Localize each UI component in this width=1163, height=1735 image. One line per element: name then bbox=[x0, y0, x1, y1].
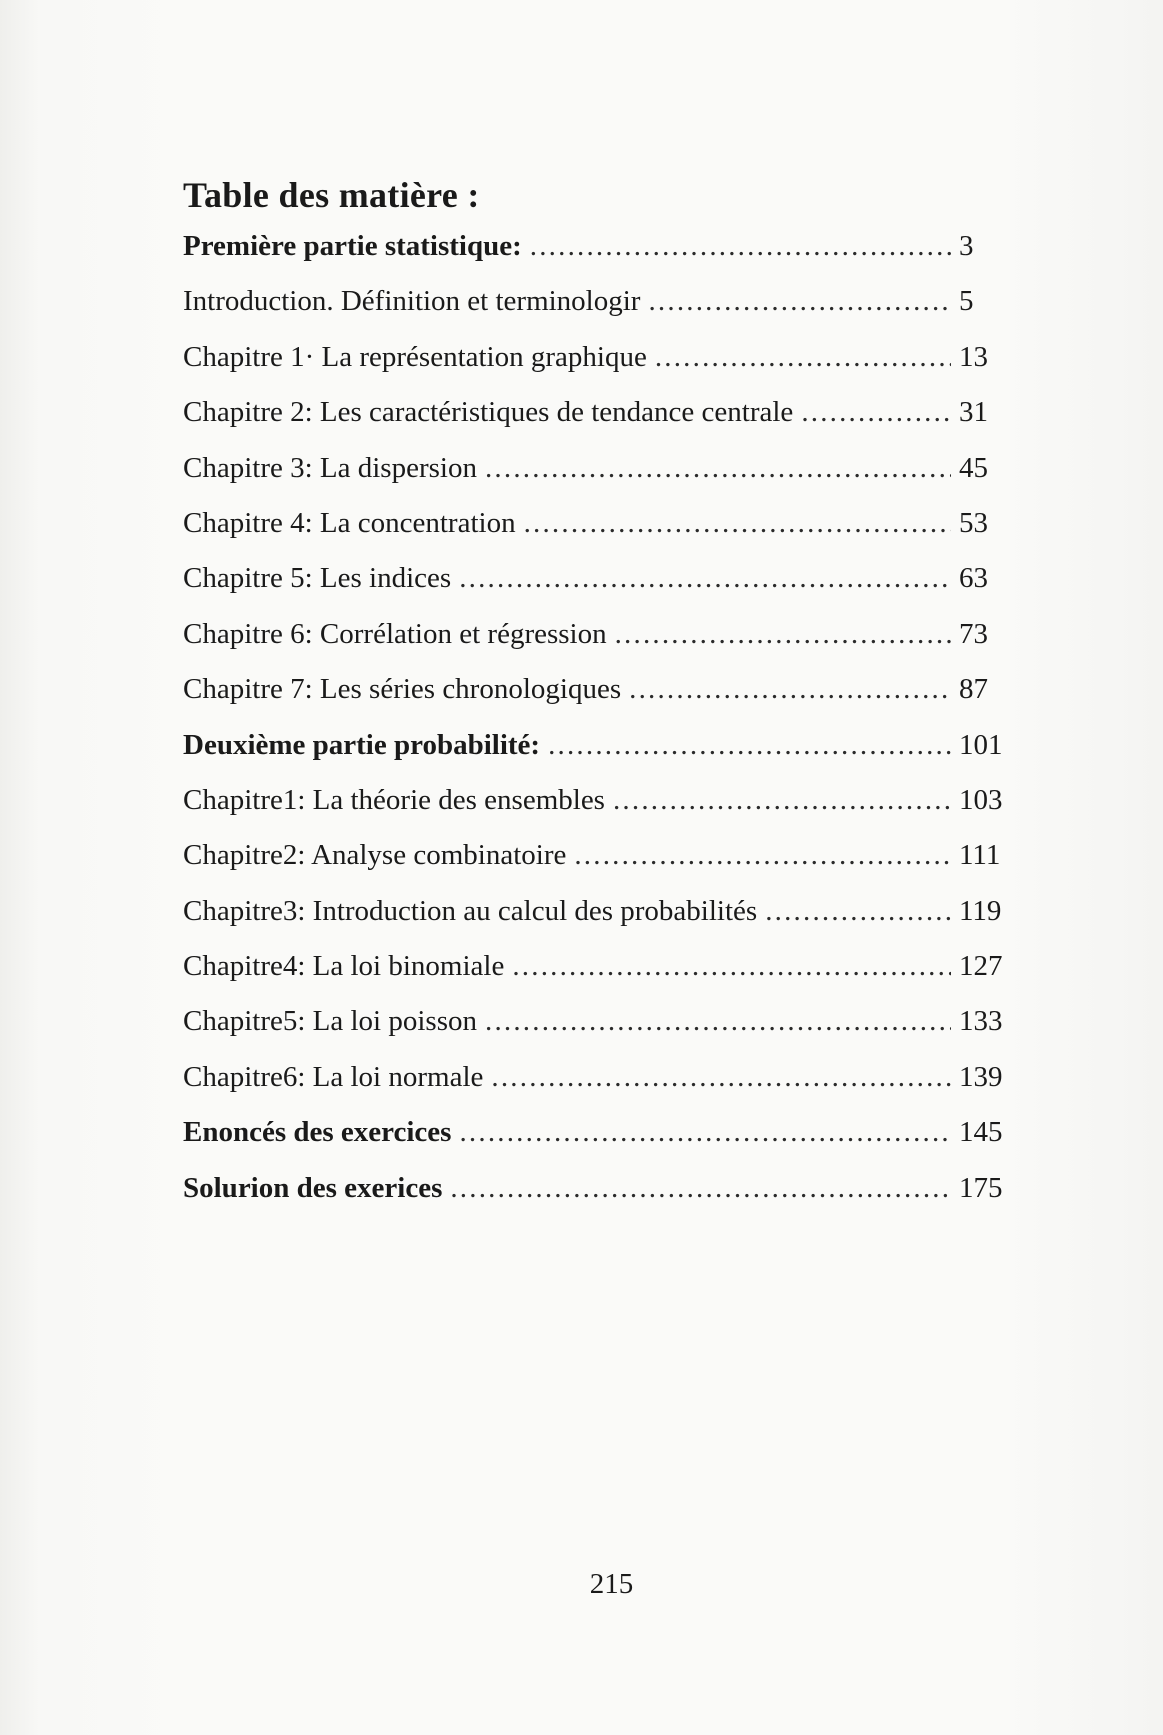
toc-leader-dots bbox=[613, 784, 951, 817]
toc-entry-label: Chapitre3: Introduction au calcul des probabilités bbox=[183, 894, 758, 927]
toc-entry-label: Chapitre5: La loi poisson bbox=[183, 1005, 477, 1038]
toc-leader-dots bbox=[765, 895, 951, 928]
toc-entry bbox=[183, 396, 1003, 451]
toc-entry-page: 53 bbox=[959, 506, 988, 539]
toc-leader-dots bbox=[450, 1172, 951, 1205]
toc-entry-label: Chapitre2: Analyse combinatoire bbox=[183, 839, 567, 872]
toc-leader-dots bbox=[548, 729, 951, 762]
toc-entry bbox=[183, 1005, 1003, 1060]
toc-entry bbox=[183, 1172, 1003, 1227]
toc-entry-label: Solurion des exerices bbox=[183, 1171, 443, 1204]
toc-entry-page: 13 bbox=[959, 340, 988, 373]
toc-leader-dots bbox=[459, 1116, 951, 1149]
toc-entry-label: Chapitre 2: Les caractéristiques de tendance centrale bbox=[183, 396, 794, 429]
toc-entry-page: 87 bbox=[959, 673, 988, 706]
toc-entry-page: 63 bbox=[959, 562, 988, 595]
page-number: 215 bbox=[589, 1568, 634, 1600]
toc-leader-dots bbox=[485, 452, 951, 485]
toc-entry-label: Chapitre6: La loi normale bbox=[183, 1060, 484, 1093]
toc-entry-page: 103 bbox=[959, 783, 1003, 816]
toc-entry-page: 73 bbox=[959, 617, 988, 650]
toc-entry-label: Chapitre 7: Les séries chronologiques bbox=[183, 673, 622, 706]
toc-entry-label: Chapitre 5: Les indices bbox=[183, 562, 452, 595]
toc-entry bbox=[183, 285, 1003, 340]
toc-entry-page: 139 bbox=[959, 1060, 1003, 1093]
toc-leader-dots bbox=[629, 673, 951, 706]
toc-entry-label: Deuxième partie probabilité: bbox=[183, 728, 541, 761]
toc-entry-page: 31 bbox=[959, 396, 988, 429]
toc-entry-label: Chapitre 6: Corrélation et régression bbox=[183, 617, 607, 650]
toc-leader-dots bbox=[524, 507, 951, 540]
toc-entry-page: 145 bbox=[959, 1116, 1003, 1149]
toc-entry bbox=[183, 452, 1003, 507]
toc-entry-page: 119 bbox=[959, 894, 1002, 927]
toc-entry-page: 127 bbox=[959, 950, 1003, 983]
toc-entry-page: 175 bbox=[959, 1171, 1003, 1204]
toc-entry bbox=[183, 230, 1003, 285]
toc-leader-dots bbox=[512, 950, 951, 983]
toc-entry bbox=[183, 562, 1003, 617]
toc-entry bbox=[183, 895, 1003, 950]
toc-heading: Table des matière : bbox=[183, 175, 480, 215]
toc-entry-page: 133 bbox=[959, 1005, 1003, 1038]
toc-entry-label: Chapitre 4: La concentration bbox=[183, 506, 516, 539]
toc-leader-dots bbox=[648, 285, 951, 318]
toc-entry bbox=[183, 507, 1003, 562]
toc-entry-page: 101 bbox=[959, 728, 1003, 761]
toc-list bbox=[183, 230, 1003, 1227]
toc-leader-dots bbox=[801, 396, 951, 429]
toc-leader-dots bbox=[574, 839, 951, 872]
toc-entry bbox=[183, 1061, 1003, 1116]
toc-entry bbox=[183, 729, 1003, 784]
toc-entry-label: Enoncés des exercices bbox=[183, 1116, 452, 1149]
toc-entry-label: Chapitre4: La loi binomiale bbox=[183, 950, 505, 983]
toc-entry-page: 5 bbox=[959, 285, 974, 318]
toc-entry bbox=[183, 673, 1003, 728]
toc-entry-label: Chapitre 3: La dispersion bbox=[183, 451, 477, 484]
toc-leader-dots bbox=[530, 230, 951, 263]
toc-entry bbox=[183, 784, 1003, 839]
toc-entry bbox=[183, 839, 1003, 894]
toc-leader-dots bbox=[485, 1005, 951, 1038]
toc-entry-label: Première partie statistique: bbox=[183, 230, 522, 262]
toc-entry bbox=[183, 618, 1003, 673]
toc-entry bbox=[183, 341, 1003, 396]
toc-entry bbox=[183, 950, 1003, 1005]
toc-leader-dots bbox=[615, 618, 951, 651]
toc-entry-label: Chapitre 1· La représentation graphique bbox=[183, 340, 647, 373]
toc-entry-page: 111 bbox=[959, 839, 1001, 872]
toc-entry-label: Chapitre1: La théorie des ensembles bbox=[183, 783, 605, 816]
toc-entry-page: 45 bbox=[959, 451, 988, 484]
toc-entry-label: Introduction. Définition et terminologir bbox=[183, 285, 641, 318]
toc-entry bbox=[183, 1116, 1003, 1171]
toc-entry-page: 3 bbox=[959, 230, 974, 262]
toc-leader-dots bbox=[655, 341, 951, 374]
toc-leader-dots bbox=[491, 1061, 951, 1094]
toc-leader-dots bbox=[459, 562, 951, 595]
